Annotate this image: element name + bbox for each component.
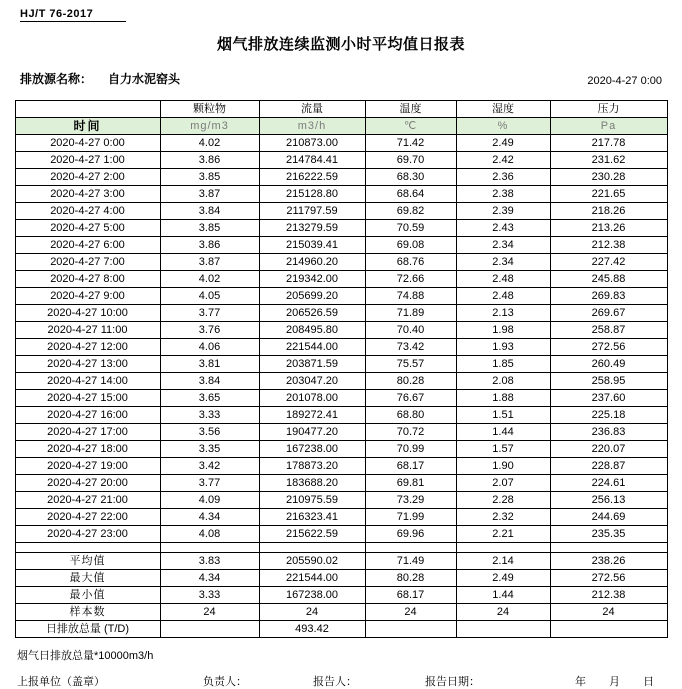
table-row	[15, 407, 667, 424]
unit-header-temp: ℃	[365, 118, 456, 135]
daily-total-label: 日排放总量 (T/D)	[15, 621, 160, 638]
cell-flow: 210873.00	[259, 135, 365, 152]
report-datetime: 2020-4-27 0:00	[587, 75, 662, 87]
cell-humidity	[456, 621, 550, 638]
cell-pressure: 213.26	[550, 220, 667, 237]
unit-header-time: 时间	[15, 118, 160, 135]
cell-pressure: 224.61	[550, 475, 667, 492]
cell-humidity: 1.90	[456, 458, 550, 475]
cell-pressure: 269.67	[550, 305, 667, 322]
cell-temp: 69.82	[365, 203, 456, 220]
cell-temp: 70.40	[365, 322, 456, 339]
cell-pm: 4.05	[160, 288, 259, 305]
cell-pressure: 228.87	[550, 458, 667, 475]
cell-time: 2020-4-27 6:00	[15, 237, 160, 254]
cell-pm: 3.65	[160, 390, 259, 407]
cell-humidity: 2.32	[456, 509, 550, 526]
cell-time: 2020-4-27 10:00	[15, 305, 160, 322]
cell-temp: 69.96	[365, 526, 456, 543]
cell-pressure: 260.49	[550, 356, 667, 373]
cell-flow: 216222.59	[259, 169, 365, 186]
param-header-flow: 流量	[259, 101, 365, 118]
cell-pressure: 272.56	[550, 339, 667, 356]
spacer-cell	[259, 543, 365, 553]
cell-flow: 211797.59	[259, 203, 365, 220]
table-row	[15, 237, 667, 254]
cell-pressure: 218.26	[550, 203, 667, 220]
cell-flow: 190477.20	[259, 424, 365, 441]
cell-time: 2020-4-27 22:00	[15, 509, 160, 526]
cell-time: 2020-4-27 21:00	[15, 492, 160, 509]
table-row	[15, 509, 667, 526]
cell-pressure: 272.56	[550, 570, 667, 587]
cell-pm: 3.35	[160, 441, 259, 458]
standard-code-block	[14, 0, 668, 22]
cell-humidity: 1.44	[456, 424, 550, 441]
cell-temp: 70.99	[365, 441, 456, 458]
param-header-blank	[15, 101, 160, 118]
cell-temp: 68.80	[365, 407, 456, 424]
cell-pm: 4.06	[160, 339, 259, 356]
cell-humidity: 2.39	[456, 203, 550, 220]
report-table-body	[15, 135, 667, 638]
cell-temp: 76.67	[365, 390, 456, 407]
cell-pressure: 236.83	[550, 424, 667, 441]
cell-time: 2020-4-27 16:00	[15, 407, 160, 424]
cell-humidity: 2.38	[456, 186, 550, 203]
table-row	[15, 254, 667, 271]
unit-header-pm: mg/m3	[160, 118, 259, 135]
table-row	[15, 203, 667, 220]
cell-flow: 221544.00	[259, 570, 365, 587]
cell-time: 2020-4-27 17:00	[15, 424, 160, 441]
cell-pressure: 238.26	[550, 553, 667, 570]
cell-temp: 71.49	[365, 553, 456, 570]
cell-temp: 68.30	[365, 169, 456, 186]
cell-humidity: 2.36	[456, 169, 550, 186]
table-row	[15, 492, 667, 509]
cell-flow: 178873.20	[259, 458, 365, 475]
cell-flow: 205699.20	[259, 288, 365, 305]
cell-temp: 73.42	[365, 339, 456, 356]
cell-time: 2020-4-27 0:00	[15, 135, 160, 152]
cell-pm: 3.84	[160, 203, 259, 220]
cell-pm: 3.87	[160, 254, 259, 271]
table-row	[15, 475, 667, 492]
cell-pressure: 221.65	[550, 186, 667, 203]
footer-reporter-label: 报告人：	[313, 676, 357, 688]
cell-temp: 70.72	[365, 424, 456, 441]
cell-pm: 3.87	[160, 186, 259, 203]
cell-flow: 203871.59	[259, 356, 365, 373]
cell-flow: 493.42	[259, 621, 365, 638]
source-block	[20, 70, 180, 87]
cell-temp: 24	[365, 604, 456, 621]
standard-code-underline	[20, 21, 126, 22]
cell-temp: 69.81	[365, 475, 456, 492]
cell-temp: 69.08	[365, 237, 456, 254]
cell-flow: 210975.59	[259, 492, 365, 509]
cell-temp: 72.66	[365, 271, 456, 288]
cell-pm: 3.76	[160, 322, 259, 339]
cell-humidity: 1.85	[456, 356, 550, 373]
footer	[15, 647, 667, 689]
cell-temp: 68.17	[365, 458, 456, 475]
signature-line	[15, 673, 667, 689]
cell-flow: 208495.80	[259, 322, 365, 339]
source-name: 自力水泥窑头	[108, 72, 181, 86]
spacer-cell	[15, 543, 160, 553]
cell-time: 2020-4-27 4:00	[15, 203, 160, 220]
cell-pressure: 225.18	[550, 407, 667, 424]
cell-pressure: 212.38	[550, 237, 667, 254]
cell-pm: 24	[160, 604, 259, 621]
cell-time: 2020-4-27 12:00	[15, 339, 160, 356]
cell-pm: 3.33	[160, 407, 259, 424]
cell-pm: 4.02	[160, 271, 259, 288]
cell-flow: 215039.41	[259, 237, 365, 254]
cell-flow: 201078.00	[259, 390, 365, 407]
cell-humidity: 2.34	[456, 237, 550, 254]
cell-flow: 219342.00	[259, 271, 365, 288]
cell-flow: 213279.59	[259, 220, 365, 237]
cell-flow: 24	[259, 604, 365, 621]
cell-flow: 215128.80	[259, 186, 365, 203]
footer-date-blanks: 年 月 日	[575, 676, 665, 688]
cell-pm: 3.33	[160, 587, 259, 604]
cell-pressure: 269.83	[550, 288, 667, 305]
table-row	[15, 390, 667, 407]
table-row	[15, 186, 667, 203]
cell-time: 2020-4-27 13:00	[15, 356, 160, 373]
cell-humidity: 2.49	[456, 570, 550, 587]
cell-humidity: 2.42	[456, 152, 550, 169]
table-row	[15, 322, 667, 339]
cell-flow: 203047.20	[259, 373, 365, 390]
cell-humidity: 2.43	[456, 220, 550, 237]
param-header-row	[15, 101, 667, 118]
cell-humidity: 2.34	[456, 254, 550, 271]
cell-flow: 183688.20	[259, 475, 365, 492]
cell-pm: 3.84	[160, 373, 259, 390]
summary-row-daily-total	[15, 621, 667, 638]
cell-temp: 71.89	[365, 305, 456, 322]
cell-pressure: 256.13	[550, 492, 667, 509]
table-row	[15, 424, 667, 441]
cell-pressure: 235.35	[550, 526, 667, 543]
param-header-humidity: 湿度	[456, 101, 550, 118]
cell-pm: 4.34	[160, 570, 259, 587]
cell-pressure: 220.07	[550, 441, 667, 458]
unit-header-flow: m3/h	[259, 118, 365, 135]
cell-temp: 74.88	[365, 288, 456, 305]
page-title: 烟气排放连续监测小时平均值日报表	[216, 36, 465, 53]
cell-humidity: 2.28	[456, 492, 550, 509]
spacer-cell	[456, 543, 550, 553]
cell-humidity: 2.48	[456, 288, 550, 305]
cell-humidity: 2.21	[456, 526, 550, 543]
cell-flow: 206526.59	[259, 305, 365, 322]
cell-time: 2020-4-27 1:00	[15, 152, 160, 169]
cell-pm: 4.34	[160, 509, 259, 526]
cell-pm: 3.86	[160, 152, 259, 169]
cell-temp: 80.28	[365, 373, 456, 390]
summary-row-max	[15, 570, 667, 587]
summary-row-min	[15, 587, 667, 604]
table-row	[15, 169, 667, 186]
footer-report-date-label: 报告日期：	[425, 676, 480, 688]
cell-temp: 73.29	[365, 492, 456, 509]
cell-pm: 3.42	[160, 458, 259, 475]
cell-flow: 189272.41	[259, 407, 365, 424]
cell-flow: 221544.00	[259, 339, 365, 356]
summary-label: 平均值	[15, 553, 160, 570]
cell-pressure: 212.38	[550, 587, 667, 604]
footer-note: 烟气日排放总量*10000m3/h	[17, 650, 154, 662]
cell-time: 2020-4-27 3:00	[15, 186, 160, 203]
cell-time: 2020-4-27 18:00	[15, 441, 160, 458]
cell-pressure: 258.95	[550, 373, 667, 390]
cell-time: 2020-4-27 15:00	[15, 390, 160, 407]
cell-time: 2020-4-27 11:00	[15, 322, 160, 339]
cell-humidity: 2.13	[456, 305, 550, 322]
cell-time: 2020-4-27 7:00	[15, 254, 160, 271]
cell-flow: 215622.59	[259, 526, 365, 543]
cell-flow: 167238.00	[259, 441, 365, 458]
summary-label: 最小值	[15, 587, 160, 604]
cell-time: 2020-4-27 5:00	[15, 220, 160, 237]
cell-flow: 167238.00	[259, 587, 365, 604]
cell-humidity: 2.08	[456, 373, 550, 390]
cell-humidity: 1.51	[456, 407, 550, 424]
cell-humidity: 1.98	[456, 322, 550, 339]
cell-temp: 71.99	[365, 509, 456, 526]
param-header-pressure: 压力	[550, 101, 667, 118]
cell-temp: 69.70	[365, 152, 456, 169]
table-row	[15, 526, 667, 543]
cell-time: 2020-4-27 23:00	[15, 526, 160, 543]
table-row	[15, 441, 667, 458]
cell-humidity: 1.93	[456, 339, 550, 356]
cell-time: 2020-4-27 9:00	[15, 288, 160, 305]
table-row	[15, 135, 667, 152]
source-label: 排放源名称：	[20, 72, 93, 86]
cell-pm: 4.09	[160, 492, 259, 509]
cell-flow: 205590.02	[259, 553, 365, 570]
table-row	[15, 458, 667, 475]
summary-label: 最大值	[15, 570, 160, 587]
param-header-temp: 温度	[365, 101, 456, 118]
cell-pressure: 230.28	[550, 169, 667, 186]
param-header-pm: 颗粒物	[160, 101, 259, 118]
cell-humidity: 1.88	[456, 390, 550, 407]
spacer-cell	[160, 543, 259, 553]
cell-time: 2020-4-27 19:00	[15, 458, 160, 475]
cell-humidity: 1.44	[456, 587, 550, 604]
cell-pm: 4.02	[160, 135, 259, 152]
unit-header-row	[15, 118, 667, 135]
cell-pm: 3.81	[160, 356, 259, 373]
meta-row	[14, 70, 668, 87]
summary-row-average	[15, 553, 667, 570]
table-row	[15, 356, 667, 373]
table-row	[15, 305, 667, 322]
cell-humidity: 24	[456, 604, 550, 621]
summary-label: 样本数	[15, 604, 160, 621]
table-row	[15, 339, 667, 356]
cell-pressure: 24	[550, 604, 667, 621]
cell-humidity: 1.57	[456, 441, 550, 458]
cell-humidity: 2.48	[456, 271, 550, 288]
cell-flow: 214784.41	[259, 152, 365, 169]
table-row	[15, 288, 667, 305]
cell-temp: 68.64	[365, 186, 456, 203]
cell-humidity: 2.49	[456, 135, 550, 152]
cell-pressure: 231.62	[550, 152, 667, 169]
cell-pm: 3.77	[160, 475, 259, 492]
cell-pressure: 227.42	[550, 254, 667, 271]
table-row	[15, 373, 667, 390]
standard-code: HJ/T 76-2017	[20, 8, 94, 20]
cell-pressure: 258.87	[550, 322, 667, 339]
cell-temp: 70.59	[365, 220, 456, 237]
cell-pm: 3.85	[160, 220, 259, 237]
cell-pm: 3.56	[160, 424, 259, 441]
cell-pm: 3.83	[160, 553, 259, 570]
spacer-cell	[550, 543, 667, 553]
cell-pressure: 244.69	[550, 509, 667, 526]
cell-temp: 68.17	[365, 587, 456, 604]
cell-pm: 3.77	[160, 305, 259, 322]
cell-temp: 71.42	[365, 135, 456, 152]
cell-pressure: 237.60	[550, 390, 667, 407]
spacer-cell	[365, 543, 456, 553]
cell-pm	[160, 621, 259, 638]
cell-humidity: 2.07	[456, 475, 550, 492]
cell-pm: 3.86	[160, 237, 259, 254]
cell-temp: 75.57	[365, 356, 456, 373]
table-spacer-row	[15, 543, 667, 553]
cell-pm: 3.85	[160, 169, 259, 186]
cell-pm: 4.08	[160, 526, 259, 543]
cell-temp: 68.76	[365, 254, 456, 271]
unit-header-pressure: Pa	[550, 118, 667, 135]
cell-time: 2020-4-27 8:00	[15, 271, 160, 288]
cell-pressure: 245.88	[550, 271, 667, 288]
table-row	[15, 220, 667, 237]
cell-temp	[365, 621, 456, 638]
cell-time: 2020-4-27 2:00	[15, 169, 160, 186]
table-row	[15, 152, 667, 169]
footer-responsible-label: 负责人：	[203, 676, 247, 688]
summary-row-sample-count	[15, 604, 667, 621]
report-table	[15, 100, 668, 638]
cell-flow: 214960.20	[259, 254, 365, 271]
cell-flow: 216323.41	[259, 509, 365, 526]
cell-time: 2020-4-27 20:00	[15, 475, 160, 492]
footer-unit-label: 上报单位（盖章）	[17, 676, 105, 688]
cell-pressure	[550, 621, 667, 638]
cell-temp: 80.28	[365, 570, 456, 587]
unit-header-humidity: %	[456, 118, 550, 135]
cell-time: 2020-4-27 14:00	[15, 373, 160, 390]
table-row	[15, 271, 667, 288]
cell-humidity: 2.14	[456, 553, 550, 570]
cell-pressure: 217.78	[550, 135, 667, 152]
